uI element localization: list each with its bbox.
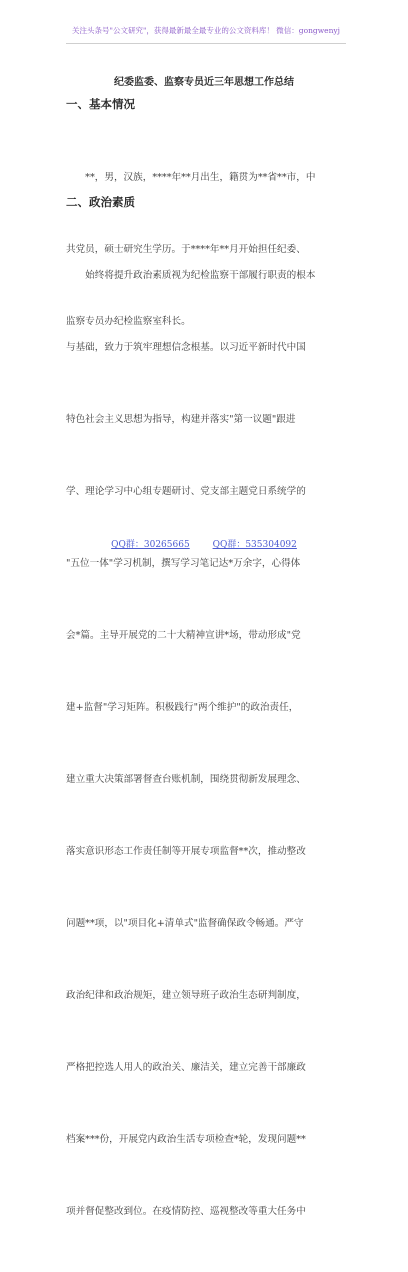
- qq-group-link-1[interactable]: QQ群：30265665: [111, 540, 190, 550]
- footer-contacts: [0, 537, 408, 550]
- section-body-political-quality: [66, 216, 348, 1272]
- body-line: 问题**项，以"项目化+清单式"监督确保政令畅通。严守: [66, 918, 304, 929]
- body-line: 会*篇。主导开展党的二十大精神宣讲*场，带动形成"党: [66, 630, 301, 641]
- section-heading-political-quality: 二、政治素质: [66, 195, 135, 209]
- qq-group-link-2[interactable]: QQ群：535304092: [212, 540, 297, 550]
- header-divider: [66, 43, 346, 44]
- section-heading-basic-info: 一、基本情况: [66, 97, 135, 111]
- body-line: 档案***份，开展党内政治生活专项检查*轮，发现问题**: [66, 1134, 306, 1145]
- body-line: 建+监督"学习矩阵。积极践行"两个维护"的政治责任，: [66, 702, 299, 713]
- body-line: 建立重大决策部署督查台账机制，围绕贯彻新发展理念、: [66, 774, 306, 785]
- body-line: 监察专员办纪检监察室科长。: [66, 316, 191, 327]
- body-line: 共党员，硕士研究生学历。于****年**月开始担任纪委、: [66, 244, 306, 255]
- body-line: 与基础，致力于筑牢理想信念根基。以习近平新时代中国: [66, 342, 306, 353]
- body-line: 项并督促整改到位。在疫情防控、巡视整改等重大任务中: [66, 1206, 306, 1217]
- body-line: "五位一体"学习机制，撰写学习笔记达*万余字，心得体: [66, 558, 301, 569]
- body-line: 落实意识形态工作责任制等开展专项监督**次，推动整改: [66, 846, 306, 857]
- body-line: 特色社会主义思想为指导，构建并落实"第一议题"跟进: [66, 414, 296, 425]
- body-line: 学、理论学习中心组专题研讨、党支部主题党日系统学的: [66, 486, 306, 497]
- promo-banner: 关注头条号"公文研究"，获得最新最全最专业的公文资料库！ 微信：gongwenyj: [72, 26, 340, 35]
- body-line: 严格把控选人用人的政治关、廉洁关，建立完善干部廉政: [66, 1062, 306, 1073]
- body-line: 始终将提升政治素质视为纪检监察干部履行职责的根本: [66, 270, 316, 281]
- body-line: **，男，汉族，****年**月出生，籍贯为**省**市，中: [66, 172, 316, 183]
- document-title: 纪委监委、监察专员近三年思想工作总结: [114, 77, 294, 88]
- body-line: 政治纪律和政治规矩，建立领导班子政治生态研判制度，: [66, 990, 306, 1001]
